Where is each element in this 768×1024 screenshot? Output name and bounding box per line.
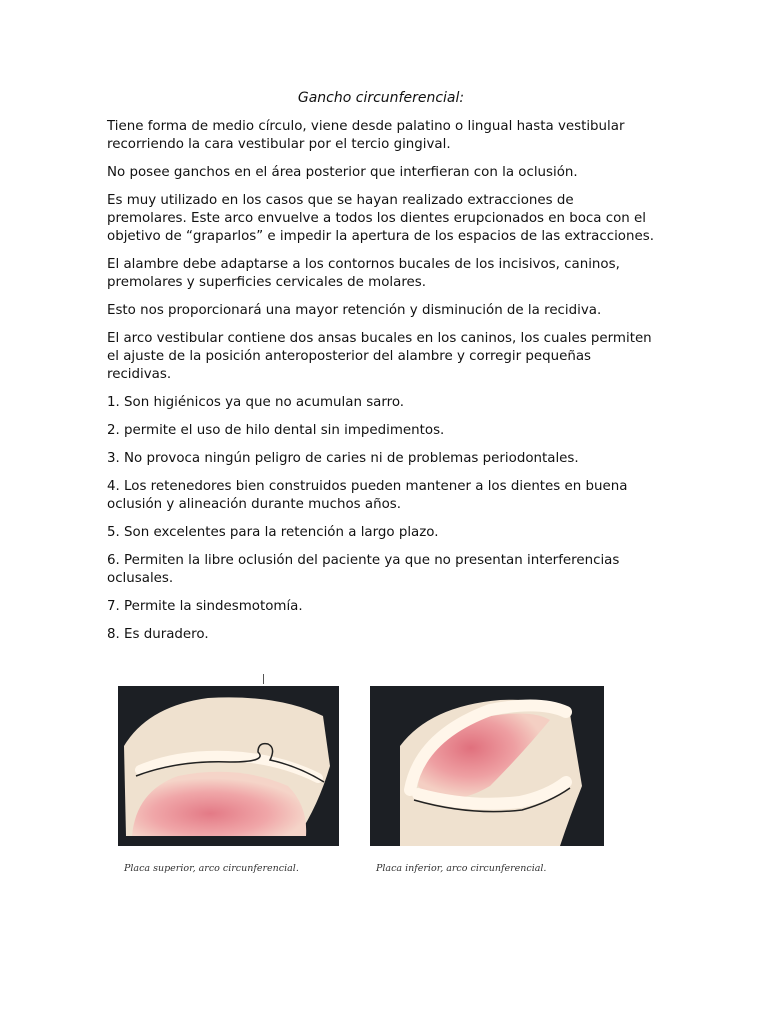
document-title: Gancho circunferencial: — [297, 90, 465, 106]
list-item: 1. Son higiénicos ya que no acumulan sarro. — [107, 395, 405, 410]
paragraph: El alambre debe adaptarse a los contornos bucales de los incisivos, caninos, premolares y superficies cervicales de molares. — [107, 257, 620, 290]
figure-caption: Placa inferior, arco circunferencial. — [376, 863, 547, 874]
paragraph: No posee ganchos en el área posterior que interfieran con la oclusión. — [107, 165, 578, 180]
paragraph: El arco vestibular contiene dos ansas bucales en los caninos, los cuales permiten el ajuste de la posición anteroposterior del alambre y corregir pequeñas recidivas. — [107, 331, 652, 382]
scan-mark — [263, 674, 264, 684]
list-item: 2. permite el uso de hilo dental sin impedimentos. — [107, 423, 445, 438]
list-item: 8. Es duradero. — [107, 627, 209, 642]
figures-row — [118, 672, 608, 892]
list-item: 5. Son excelentes para la retención a largo plazo. — [107, 525, 439, 540]
paragraph: Es muy utilizado en los casos que se hayan realizado extracciones de premolares. Este arco envuelve a todos los dientes erupcionados en boca con el objetivo de “graparlos” e impedir la apertura de los espacios de las extracciones. — [107, 193, 654, 244]
list-item: 6. Permiten la libre oclusión del paciente ya que no presentan interferencias oclusales. — [107, 553, 620, 586]
list-item: 3. No provoca ningún peligro de caries ni de problemas periodontales. — [107, 451, 579, 466]
list-item: 7. Permite la sindesmotomía. — [107, 599, 303, 614]
figure-caption: Placa superior, arco circunferencial. — [124, 863, 299, 874]
upper-plate-photo — [118, 686, 339, 846]
paragraph: Esto nos proporcionará una mayor retención y disminución de la recidiva. — [107, 303, 602, 318]
list-item: 4. Los retenedores bien construidos pueden mantener a los dientes en buena oclusión y alineación durante muchos años. — [107, 479, 628, 512]
lower-plate-photo — [370, 686, 604, 846]
document-body — [107, 88, 655, 654]
paragraph: Tiene forma de medio círculo, viene desde palatino o lingual hasta vestibular recorriendo la cara vestibular por el tercio gingival. — [107, 119, 625, 152]
